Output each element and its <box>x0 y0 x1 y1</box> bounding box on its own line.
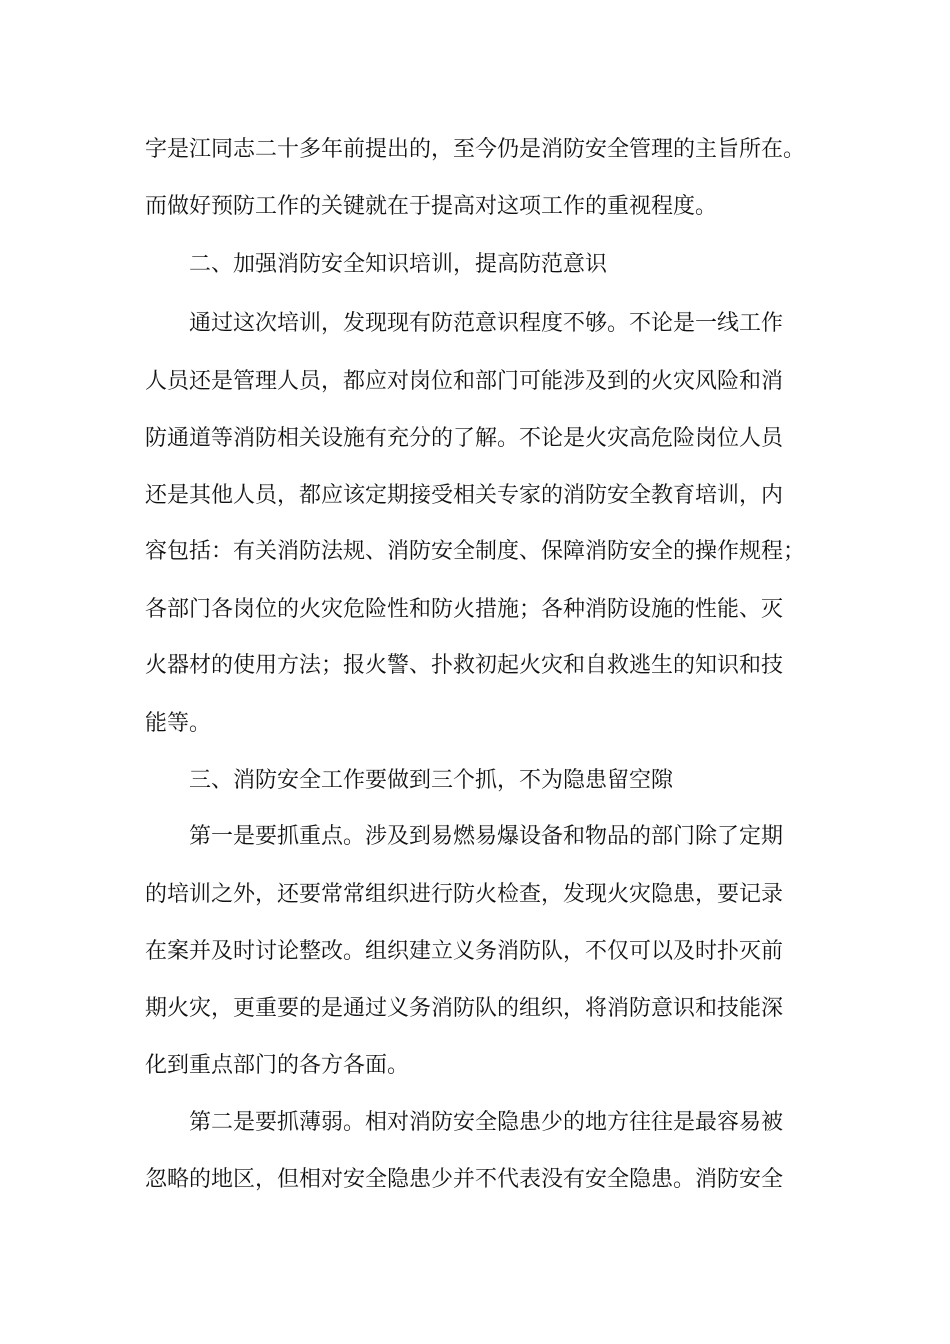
section-heading-2: 二、加强消防安全知识培训，提高防范意识 <box>189 252 608 277</box>
text-line: 的培训之外，还要常常组织进行防火检查，发现火灾隐患，要记录 <box>145 882 784 907</box>
text-line: 期火灾，更重要的是通过义务消防队的组织，将消防意识和技能深 <box>145 996 784 1021</box>
text-line: 还是其他人员，都应该定期接受相关专家的消防安全教育培训，内 <box>145 483 784 508</box>
text-line: 忽略的地区，但相对安全隐患少并不代表没有安全隐患。消防安全 <box>145 1167 784 1192</box>
text-line: 防通道等消防相关设施有充分的了解。不论是火灾高危险岗位人员 <box>145 426 784 451</box>
text-line: 火器材的使用方法；报火警、扑救初起火灾和自救逃生的知识和技 <box>145 653 784 678</box>
text-line: 化到重点部门的各方各面。 <box>145 1053 410 1078</box>
text-line: 字是江同志二十多年前提出的，至今仍是消防安全管理的主旨所在。 <box>145 137 806 162</box>
text-line: 在案并及时讨论整改。组织建立义务消防队，不仅可以及时扑灭前 <box>145 939 784 964</box>
section-heading-3: 三、消防安全工作要做到三个抓，不为隐患留空隙 <box>189 768 674 793</box>
text-line: 各部门各岗位的火灾危险性和防火措施；各种消防设施的性能、灭 <box>145 597 784 622</box>
text-line: 人员还是管理人员，都应对岗位和部门可能涉及到的火灾风险和消 <box>145 369 784 394</box>
text-line: 通过这次培训，发现现有防范意识程度不够。不论是一线工作 <box>189 311 784 336</box>
text-line: 能等。 <box>145 711 212 736</box>
text-line: 第一是要抓重点。涉及到易燃易爆设备和物品的部门除了定期 <box>189 824 784 849</box>
text-line: 第二是要抓薄弱。相对消防安全隐患少的地方往往是最容易被 <box>189 1110 784 1135</box>
text-line: 而做好预防工作的关键就在于提高对这项工作的重视程度。 <box>145 194 718 219</box>
text-line: 容包括：有关消防法规、消防安全制度、保障消防安全的操作规程； <box>145 539 806 564</box>
